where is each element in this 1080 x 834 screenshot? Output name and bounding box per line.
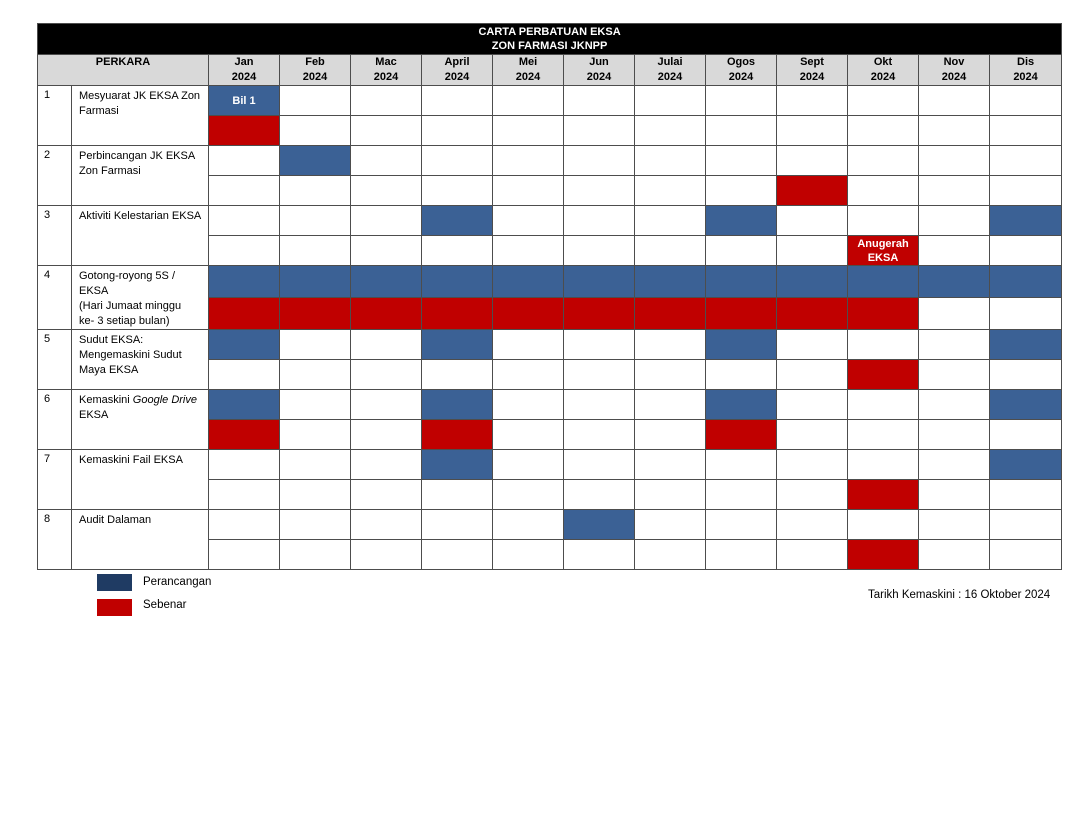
actual-cell-jan xyxy=(209,176,280,206)
actual-cell-mei xyxy=(493,176,564,206)
perkara-header: PERKARA xyxy=(38,55,209,86)
plan-cell-sept xyxy=(777,330,848,360)
actual-cell-mac xyxy=(351,420,422,450)
month-header-ogos xyxy=(706,55,777,86)
actual-cell-ogos xyxy=(706,420,777,450)
actual-cell-mac xyxy=(351,236,422,266)
actual-cell-mac xyxy=(351,298,422,330)
plan-cell-mac xyxy=(351,146,422,176)
actual-cell-okt xyxy=(848,176,919,206)
actual-cell-mei xyxy=(493,236,564,266)
plan-cell-sept xyxy=(777,266,848,298)
actual-cell-feb xyxy=(280,360,351,390)
chart-title-line1: CARTA PERBATUAN EKSA xyxy=(478,26,621,38)
actual-cell-nov xyxy=(919,298,990,330)
plan-cell-ogos xyxy=(706,86,777,116)
actual-cell-mei xyxy=(493,298,564,330)
actual-cell-ogos xyxy=(706,236,777,266)
item-line-italic: Google Drive xyxy=(132,394,197,406)
month-header-feb xyxy=(280,55,351,86)
actual-cell-nov xyxy=(919,116,990,146)
item-line: Perbincangan JK EKSA xyxy=(79,150,196,162)
item-description xyxy=(72,266,209,330)
actual-cell-mei xyxy=(493,116,564,146)
month-year: 2024 xyxy=(515,71,541,83)
plan-cell-ogos xyxy=(706,206,777,236)
plan-cell-dis xyxy=(990,390,1062,420)
activity-row-plan xyxy=(38,450,1062,480)
plan-cell-feb xyxy=(280,266,351,298)
actual-cell-dis xyxy=(990,116,1062,146)
legend-plan-label: Perancangan xyxy=(143,576,212,588)
actual-cell-mac xyxy=(351,176,422,206)
item-line: Mesyuarat JK EKSA Zon xyxy=(79,90,201,102)
month-header-jun xyxy=(564,55,635,86)
plan-cell-jun xyxy=(564,206,635,236)
month-year: 2024 xyxy=(657,71,683,83)
month-year: 2024 xyxy=(1013,71,1038,83)
month-name: April xyxy=(444,56,470,68)
plan-cell-april xyxy=(422,206,493,236)
plan-cell-mac xyxy=(351,266,422,298)
plan-cell-okt xyxy=(848,390,919,420)
month-header-okt xyxy=(848,55,919,86)
actual-cell-jan xyxy=(209,420,280,450)
month-header-julai xyxy=(635,55,706,86)
month-header-jan xyxy=(209,55,280,86)
actual-cell-dis xyxy=(990,480,1062,510)
last-updated-text: Tarikh Kemaskini : 16 Oktober 2024 xyxy=(868,589,1051,601)
actual-cell-feb xyxy=(280,540,351,570)
actual-cell-julai xyxy=(635,236,706,266)
plan-cell-jun xyxy=(564,146,635,176)
activity-row-plan xyxy=(38,330,1062,360)
item-line: Aktiviti Kelestarian EKSA xyxy=(79,210,202,222)
plan-cell-julai xyxy=(635,390,706,420)
plan-cell-jan xyxy=(209,146,280,176)
month-name: Jun xyxy=(589,56,609,68)
actual-cell-nov xyxy=(919,360,990,390)
item-line: Mengemaskini Sudut xyxy=(79,349,182,361)
item-number: 4 xyxy=(38,266,72,330)
plan-cell-nov xyxy=(919,330,990,360)
plan-cell-ogos xyxy=(706,510,777,540)
actual-cell-sept xyxy=(777,360,848,390)
month-name: Nov xyxy=(943,56,965,68)
item-description xyxy=(72,330,209,390)
plan-cell-nov xyxy=(919,86,990,116)
plan-cell-jun xyxy=(564,330,635,360)
item-description xyxy=(72,146,209,206)
actual-cell-sept xyxy=(777,176,848,206)
plan-cell-ogos xyxy=(706,390,777,420)
item-line: EKSA xyxy=(79,285,109,297)
legend-actual-label: Sebenar xyxy=(143,599,187,611)
plan-cell-sept xyxy=(777,146,848,176)
actual-cell-ogos xyxy=(706,298,777,330)
plan-cell-april xyxy=(422,390,493,420)
actual-cell-jan xyxy=(209,116,280,146)
plan-cell-mei xyxy=(493,206,564,236)
actual-cell-jun xyxy=(564,176,635,206)
actual-cell-julai xyxy=(635,116,706,146)
month-name: Mac xyxy=(375,56,397,68)
activity-row-plan xyxy=(38,206,1062,236)
actual-cell-ogos xyxy=(706,360,777,390)
plan-cell-feb xyxy=(280,86,351,116)
plan-cell-dis xyxy=(990,510,1062,540)
plan-cell-ogos xyxy=(706,266,777,298)
month-header-mac xyxy=(351,55,422,86)
actual-cell-jun xyxy=(564,540,635,570)
plan-cell-okt xyxy=(848,146,919,176)
plan-cell-dis xyxy=(990,266,1062,298)
plan-cell-okt xyxy=(848,450,919,480)
activity-row-plan xyxy=(38,510,1062,540)
month-name: Sept xyxy=(800,56,824,68)
plan-cell-feb xyxy=(280,510,351,540)
plan-cell-sept xyxy=(777,390,848,420)
plan-cell-april xyxy=(422,450,493,480)
chart-title-line2: ZON FARMASI JKNPP xyxy=(491,40,608,52)
actual-cell-sept xyxy=(777,116,848,146)
actual-cell-okt xyxy=(848,540,919,570)
actual-cell-mei xyxy=(493,420,564,450)
actual-cell-okt xyxy=(848,298,919,330)
actual-cell-mei xyxy=(493,540,564,570)
actual-cell-feb xyxy=(280,176,351,206)
plan-cell-mac xyxy=(351,390,422,420)
actual-cell-feb xyxy=(280,116,351,146)
plan-cell-jan xyxy=(209,206,280,236)
month-year: 2024 xyxy=(728,71,754,83)
month-year: 2024 xyxy=(373,71,399,83)
actual-cell-julai xyxy=(635,540,706,570)
plan-cell-sept xyxy=(777,206,848,236)
actual-cell-sept xyxy=(777,236,848,266)
actual-cell-april xyxy=(422,360,493,390)
actual-cell-okt: Anugerah EKSA xyxy=(848,236,919,266)
plan-cell-jan xyxy=(209,390,280,420)
actual-cell-ogos xyxy=(706,176,777,206)
plan-cell-mac xyxy=(351,330,422,360)
plan-cell-dis xyxy=(990,450,1062,480)
actual-cell-april xyxy=(422,116,493,146)
plan-cell-april xyxy=(422,330,493,360)
plan-cell-jan: Bil 1 xyxy=(209,86,280,116)
month-name: Dis xyxy=(1017,56,1035,68)
actual-cell-dis xyxy=(990,420,1062,450)
item-description xyxy=(72,206,209,266)
plan-cell-julai xyxy=(635,330,706,360)
plan-cell-julai xyxy=(635,450,706,480)
actual-cell-jun xyxy=(564,298,635,330)
actual-cell-sept xyxy=(777,480,848,510)
actual-cell-jun xyxy=(564,480,635,510)
month-name: Ogos xyxy=(726,56,756,68)
plan-cell-nov xyxy=(919,510,990,540)
item-number: 5 xyxy=(38,330,72,390)
plan-cell-april xyxy=(422,146,493,176)
actual-cell-jan xyxy=(209,360,280,390)
actual-cell-sept xyxy=(777,298,848,330)
actual-cell-jan xyxy=(209,236,280,266)
item-description xyxy=(72,510,209,570)
actual-cell-julai xyxy=(635,360,706,390)
actual-cell-dis xyxy=(990,236,1062,266)
item-description xyxy=(72,390,209,450)
plan-cell-mei xyxy=(493,510,564,540)
legend-actual-swatch xyxy=(97,599,132,616)
actual-cell-ogos xyxy=(706,480,777,510)
item-number: 3 xyxy=(38,206,72,266)
item-number: 6 xyxy=(38,390,72,450)
actual-cell-nov xyxy=(919,480,990,510)
plan-cell-julai xyxy=(635,206,706,236)
plan-cell-april xyxy=(422,86,493,116)
plan-cell-okt xyxy=(848,510,919,540)
item-line: (Hari Jumaat minggu xyxy=(79,300,182,312)
plan-cell-april xyxy=(422,510,493,540)
actual-cell-april xyxy=(422,480,493,510)
actual-cell-jun xyxy=(564,116,635,146)
actual-cell-jan xyxy=(209,540,280,570)
item-description xyxy=(72,450,209,510)
month-header-dis xyxy=(990,55,1062,86)
plan-cell-jun xyxy=(564,266,635,298)
actual-cell-jun xyxy=(564,236,635,266)
month-name: Feb xyxy=(305,56,325,68)
actual-cell-jan xyxy=(209,298,280,330)
plan-cell-feb xyxy=(280,146,351,176)
item-line: Sudut EKSA: xyxy=(79,334,144,346)
plan-cell-sept xyxy=(777,86,848,116)
plan-cell-julai xyxy=(635,510,706,540)
actual-cell-mei xyxy=(493,480,564,510)
actual-cell-april xyxy=(422,540,493,570)
plan-cell-jan xyxy=(209,266,280,298)
actual-cell-okt xyxy=(848,420,919,450)
month-name: Mei xyxy=(518,56,538,68)
plan-cell-mei xyxy=(493,86,564,116)
item-number: 2 xyxy=(38,146,72,206)
actual-cell-feb xyxy=(280,298,351,330)
month-header-mei xyxy=(493,55,564,86)
actual-cell-ogos xyxy=(706,116,777,146)
month-name: Jan xyxy=(234,56,254,68)
gantt-chart-table xyxy=(37,23,1062,570)
month-year: 2024 xyxy=(302,71,328,83)
actual-cell-jun xyxy=(564,420,635,450)
plan-cell-jan xyxy=(209,330,280,360)
actual-cell-julai xyxy=(635,176,706,206)
actual-cell-dis xyxy=(990,540,1062,570)
actual-cell-mei xyxy=(493,360,564,390)
actual-cell-julai xyxy=(635,298,706,330)
plan-cell-sept xyxy=(777,510,848,540)
actual-cell-nov xyxy=(919,236,990,266)
item-description xyxy=(72,86,209,146)
plan-cell-sept xyxy=(777,450,848,480)
month-year: 2024 xyxy=(586,71,612,83)
actual-cell-april xyxy=(422,298,493,330)
plan-cell-dis xyxy=(990,86,1062,116)
actual-cell-sept xyxy=(777,420,848,450)
plan-cell-mac xyxy=(351,86,422,116)
item-line: Audit Dalaman xyxy=(79,514,152,526)
actual-cell-feb xyxy=(280,480,351,510)
item-line: Kemaskini Fail EKSA xyxy=(79,454,183,466)
actual-cell-ogos xyxy=(706,540,777,570)
month-header-nov xyxy=(919,55,990,86)
item-line: ke- 3 setiap bulan) xyxy=(79,315,170,327)
plan-cell-julai xyxy=(635,86,706,116)
actual-cell-april xyxy=(422,420,493,450)
month-header-april xyxy=(422,55,493,86)
actual-cell-april xyxy=(422,176,493,206)
plan-cell-mac xyxy=(351,510,422,540)
plan-cell-jun xyxy=(564,510,635,540)
plan-cell-nov xyxy=(919,146,990,176)
actual-cell-mac xyxy=(351,540,422,570)
actual-cell-jan xyxy=(209,480,280,510)
actual-cell-okt xyxy=(848,360,919,390)
actual-cell-dis xyxy=(990,176,1062,206)
plan-cell-mei xyxy=(493,146,564,176)
plan-cell-mei xyxy=(493,330,564,360)
month-year: 2024 xyxy=(941,71,967,83)
item-line: Zon Farmasi xyxy=(79,165,141,177)
actual-cell-jun xyxy=(564,360,635,390)
plan-cell-feb xyxy=(280,450,351,480)
actual-cell-dis xyxy=(990,360,1062,390)
plan-cell-nov xyxy=(919,450,990,480)
item-number: 7 xyxy=(38,450,72,510)
actual-cell-mac xyxy=(351,360,422,390)
actual-cell-april xyxy=(422,236,493,266)
item-line: Maya EKSA xyxy=(79,364,139,376)
actual-cell-julai xyxy=(635,420,706,450)
plan-cell-dis xyxy=(990,206,1062,236)
month-header-sept xyxy=(777,55,848,86)
plan-cell-feb xyxy=(280,330,351,360)
plan-cell-ogos xyxy=(706,330,777,360)
chart-title xyxy=(38,24,1062,55)
month-year: 2024 xyxy=(799,71,825,83)
plan-cell-april xyxy=(422,266,493,298)
month-name: Julai xyxy=(657,56,683,68)
actual-cell-okt xyxy=(848,480,919,510)
legend-plan-swatch xyxy=(97,574,132,591)
month-name: Okt xyxy=(873,56,893,68)
item-number: 1 xyxy=(38,86,72,146)
actual-cell-dis xyxy=(990,298,1062,330)
actual-cell-nov xyxy=(919,176,990,206)
plan-cell-jun xyxy=(564,390,635,420)
plan-cell-mei xyxy=(493,450,564,480)
actual-cell-feb xyxy=(280,420,351,450)
plan-cell-ogos xyxy=(706,450,777,480)
month-year: 2024 xyxy=(444,71,470,83)
plan-cell-nov xyxy=(919,266,990,298)
plan-cell-mac xyxy=(351,450,422,480)
actual-cell-nov xyxy=(919,420,990,450)
month-year: 2024 xyxy=(870,71,896,83)
plan-cell-okt xyxy=(848,330,919,360)
actual-cell-nov xyxy=(919,540,990,570)
plan-cell-jun xyxy=(564,450,635,480)
plan-cell-nov xyxy=(919,206,990,236)
plan-cell-nov xyxy=(919,390,990,420)
actual-cell-mac xyxy=(351,116,422,146)
plan-cell-okt xyxy=(848,86,919,116)
plan-cell-ogos xyxy=(706,146,777,176)
item-line: Farmasi xyxy=(79,105,119,117)
month-year: 2024 xyxy=(231,71,257,83)
item-line xyxy=(79,393,204,408)
item-line-text: Kemaskini xyxy=(79,394,133,406)
plan-cell-dis xyxy=(990,146,1062,176)
activity-row-plan xyxy=(38,266,1062,298)
item-line: EKSA xyxy=(79,409,109,421)
actual-cell-feb xyxy=(280,236,351,266)
plan-cell-feb xyxy=(280,390,351,420)
plan-cell-okt xyxy=(848,206,919,236)
item-number: 8 xyxy=(38,510,72,570)
plan-cell-julai xyxy=(635,146,706,176)
plan-cell-jan xyxy=(209,450,280,480)
actual-cell-mac xyxy=(351,480,422,510)
actual-cell-julai xyxy=(635,480,706,510)
activity-row-plan xyxy=(38,390,1062,420)
plan-cell-feb xyxy=(280,206,351,236)
plan-cell-jan xyxy=(209,510,280,540)
plan-cell-mei xyxy=(493,390,564,420)
actual-cell-okt xyxy=(848,116,919,146)
plan-cell-julai xyxy=(635,266,706,298)
item-line: Gotong-royong 5S / xyxy=(79,270,176,282)
activity-row-plan xyxy=(38,86,1062,116)
activity-row-plan xyxy=(38,146,1062,176)
plan-cell-mac xyxy=(351,206,422,236)
plan-cell-dis xyxy=(990,330,1062,360)
plan-cell-okt xyxy=(848,266,919,298)
actual-cell-sept xyxy=(777,540,848,570)
plan-cell-mei xyxy=(493,266,564,298)
plan-cell-jun xyxy=(564,86,635,116)
